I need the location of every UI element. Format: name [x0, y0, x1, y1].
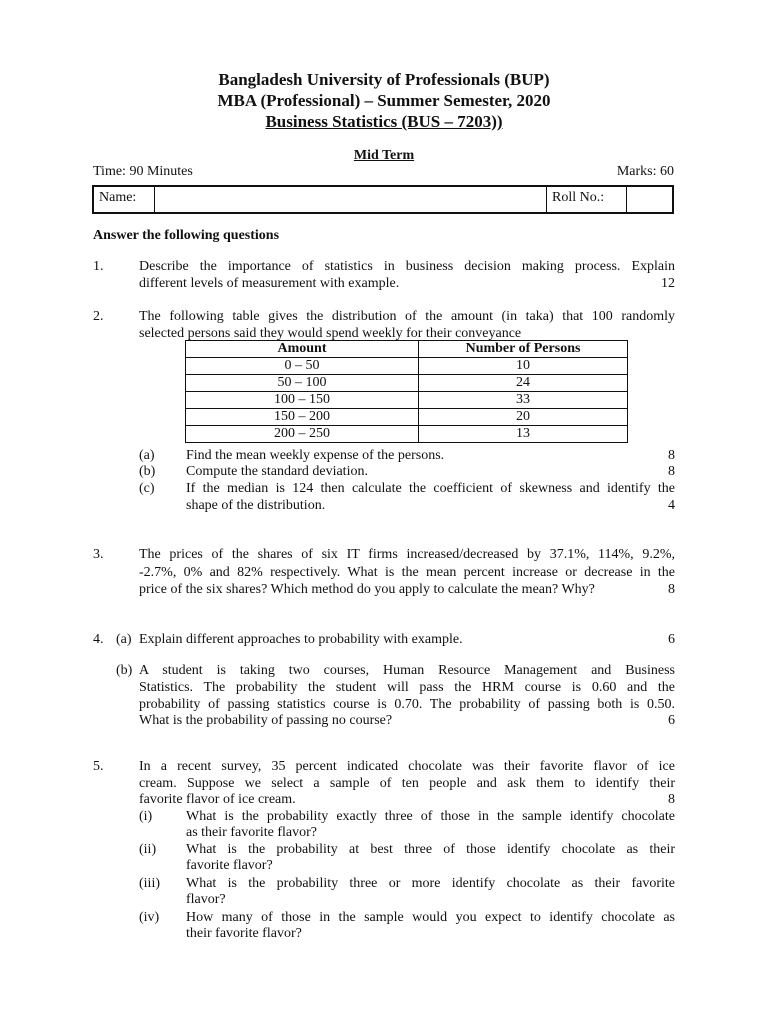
q2c-marks: 4: [668, 498, 675, 513]
q3-line2: -2.7%, 0% and 82% respectively. What is the mean percent increase or decrease in the: [139, 565, 675, 580]
part-text: What is the probability exactly three of those in the sample identify chocolate: [186, 809, 675, 824]
q3-marks: 8: [668, 582, 675, 597]
persons-cell: 20: [419, 409, 628, 426]
q3-line1: The prices of the shares of six IT firms increased/decreased by 37.1%, 114%, 9.2%,: [139, 547, 675, 562]
q4b-label: (b): [116, 663, 133, 678]
q1-number: 1.: [93, 259, 104, 274]
q2b-marks: 8: [668, 464, 675, 479]
table-row: [186, 409, 628, 426]
q2-line2: selected persons said they would spend weekly for their conveyance: [139, 326, 522, 341]
q1-line1: Describe the importance of statistics in business decision making process. Explain: [139, 259, 675, 274]
part-text: their favorite flavor?: [186, 926, 302, 941]
part-text: Find the mean weekly expense of the persons.: [186, 448, 445, 463]
exam-marks: Marks: 60: [616, 164, 674, 179]
q5-line2: cream. Suppose we select a sample of ten people and ask them to identify their: [139, 776, 675, 791]
part-label: (i): [139, 809, 153, 824]
q5-line3: favorite flavor of ice cream.: [139, 792, 296, 807]
part-text: If the median is 124 then calculate the coefficient of skewness and identify the: [186, 481, 675, 496]
q1-line2: different levels of measurement with example.: [139, 276, 400, 291]
part-text: How many of those in the sample would you expect to identify chocolate as: [186, 910, 675, 925]
q5-line1: In a recent survey, 35 percent indicated chocolate was their favorite flavor of ice: [139, 759, 675, 774]
part-text: favorite flavor?: [186, 858, 273, 873]
q4a-text: Explain different approaches to probability with example.: [139, 632, 463, 647]
q4b-marks: 6: [668, 713, 675, 728]
q2-number: 2.: [93, 309, 104, 324]
amount-cell: 150 – 200: [186, 409, 419, 426]
part-text: What is the probability at best three of those identify chocolate as their: [186, 842, 675, 857]
q2-line1: The following table gives the distribution of the amount (in taka) that 100 randomly: [139, 309, 675, 324]
q4b-line1: A student is taking two courses, Human Resource Management and Business: [139, 663, 675, 678]
roll-label: Roll No.:: [547, 187, 627, 212]
amount-cell: 0 – 50: [186, 358, 419, 375]
university-name: Bangladesh University of Professionals (BUP): [218, 70, 550, 89]
table-header-amount: Amount: [186, 341, 419, 358]
q4b-line3: probability of passing statistics course is 0.70. The probability of passing both is 0.50.: [139, 697, 675, 712]
part-text: flavor?: [186, 892, 226, 907]
persons-cell: 10: [419, 358, 628, 375]
table-row: [186, 392, 628, 409]
q4b-line2: Statistics. The probability the student will pass the HRM course is 0.60 and the: [139, 680, 675, 695]
distribution-table: [185, 340, 628, 443]
part-text: Compute the standard deviation.: [186, 464, 368, 479]
amount-cell: 200 – 250: [186, 426, 419, 443]
table-row: [186, 426, 628, 443]
part-label: (iv): [139, 910, 160, 925]
q5-marks: 8: [668, 792, 675, 807]
q5-number: 5.: [93, 759, 104, 774]
q4-number: 4.: [93, 632, 104, 647]
instructions: Answer the following questions: [93, 228, 280, 243]
part-label: (c): [139, 481, 155, 496]
exam-header: [0, 69, 768, 132]
amount-cell: 100 – 150: [186, 392, 419, 409]
q3-line3: price of the six shares? Which method do you apply to calculate the mean? Why?: [139, 582, 595, 597]
part-text: as their favorite flavor?: [186, 825, 317, 840]
roll-field[interactable]: [627, 187, 674, 212]
table-row: [186, 375, 628, 392]
student-info-table: [92, 185, 674, 214]
q2a-marks: 8: [668, 448, 675, 463]
q4a-label: (a): [116, 632, 132, 647]
table-header-persons: Number of Persons: [419, 341, 628, 358]
table-header-row: [186, 341, 628, 358]
persons-cell: 13: [419, 426, 628, 443]
program-name: MBA (Professional) – Summer Semester, 2020: [217, 91, 551, 110]
amount-cell: 50 – 100: [186, 375, 419, 392]
q4b-line4: What is the probability of passing no course?: [139, 713, 393, 728]
part-label: (a): [139, 448, 155, 463]
part-label: (iii): [139, 876, 160, 891]
part-text: What is the probability three or more identify chocolate as their favorite: [186, 876, 675, 891]
name-label: Name:: [94, 187, 155, 212]
q1-marks: 12: [661, 276, 675, 291]
name-field[interactable]: [155, 187, 547, 212]
exam-type: Mid Term: [353, 148, 415, 163]
part-label: (ii): [139, 842, 157, 857]
part-text: shape of the distribution.: [186, 498, 326, 513]
exam-time: Time: 90 Minutes: [93, 164, 193, 179]
q4a-marks: 6: [668, 632, 675, 647]
table-row: [186, 358, 628, 375]
persons-cell: 33: [419, 392, 628, 409]
persons-cell: 24: [419, 375, 628, 392]
q3-number: 3.: [93, 547, 104, 562]
part-label: (b): [139, 464, 156, 479]
course-title: Business Statistics (BUS – 7203)): [265, 112, 503, 131]
